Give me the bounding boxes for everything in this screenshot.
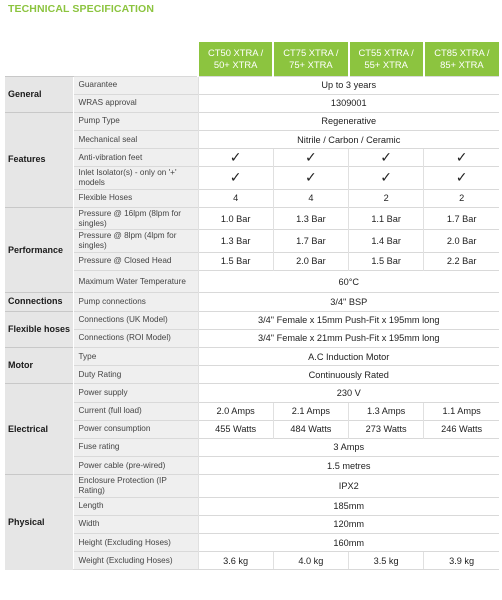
check-icon: ✓ [349,149,424,167]
row-value: 1.7 Bar [424,208,499,230]
row-value: 1.1 Bar [349,208,424,230]
row-value: 3/4" Female x 15mm Push-Fit x 195mm long [198,311,499,329]
check-icon: ✓ [424,167,499,189]
group-flexible-hoses: Flexible hoses [5,311,73,347]
row-label: Maximum Water Temperature [73,270,198,292]
row-value: 2.0 Bar [424,230,499,252]
row-value: 1.3 Amps [349,402,424,420]
spec-row-duty-rating [5,366,499,384]
spec-row-connections-roi [5,329,499,347]
row-label: Connections (UK Model) [73,311,198,329]
row-value: 3.9 kg [424,552,499,570]
group-connections: Connections [5,293,73,311]
spec-row-flexible-hoses [5,189,499,207]
row-value: Nitrile / Carbon / Ceramic [198,131,499,149]
row-value: 2.2 Bar [424,252,499,270]
spec-row-power-supply [5,384,499,402]
spec-row-anti-vibration [5,149,499,167]
row-label: Fuse rating [73,438,198,456]
check-icon: ✓ [424,149,499,167]
spec-row-inlet-isolator [5,167,499,189]
row-label: Pressure @ 16lpm (8lpm for singles) [73,208,198,230]
row-value: 246 Watts [424,420,499,438]
row-label: Pressure @ 8lpm (4lpm for singles) [73,230,198,252]
row-label: Guarantee [73,76,198,94]
spec-row-max-temp [5,270,499,292]
header-blank [5,42,73,76]
spec-row-mech-seal [5,131,499,149]
group-motor: Motor [5,347,73,383]
model-header-row [5,42,499,76]
spec-row-pressure-closed [5,252,499,270]
spec-row-height [5,534,499,552]
row-label: Height (Excluding Hoses) [73,534,198,552]
row-label: Power consumption [73,420,198,438]
row-value: 2 [349,189,424,207]
row-value: Up to 3 years [198,76,499,94]
model-header: CT75 XTRA / 75+ XTRA [273,42,348,76]
check-icon: ✓ [198,149,273,167]
spec-row-pressure-8 [5,230,499,252]
spec-row-current [5,402,499,420]
group-performance: Performance [5,208,73,293]
row-label: Width [73,515,198,533]
row-value: 3/4" BSP [198,293,499,311]
spec-row-enclosure [5,475,499,497]
spec-row-power-consumption [5,420,499,438]
row-value: 455 Watts [198,420,273,438]
row-label: Connections (ROI Model) [73,329,198,347]
spec-row-wras [5,94,499,112]
header-blank [73,42,198,76]
row-value: 2.1 Amps [273,402,348,420]
group-electrical: Electrical [5,384,73,475]
spec-table [5,42,499,570]
row-value: 1.0 Bar [198,208,273,230]
row-label: Flexible Hoses [73,189,198,207]
model-header: CT85 XTRA / 85+ XTRA [424,42,499,76]
row-label: Power cable (pre-wired) [73,457,198,475]
spec-row-power-cable [5,457,499,475]
row-value: 2.0 Bar [273,252,348,270]
row-label: Pump connections [73,293,198,311]
row-value: 1.1 Amps [424,402,499,420]
row-label: Weight (Excluding Hoses) [73,552,198,570]
check-icon: ✓ [349,167,424,189]
row-label: Type [73,347,198,365]
row-label: Enclosure Protection (IP Rating) [73,475,198,497]
row-label: Pump Type [73,112,198,130]
row-value: 120mm [198,515,499,533]
row-value: 2.0 Amps [198,402,273,420]
row-value: 1309001 [198,94,499,112]
row-value: A.C Induction Motor [198,347,499,365]
row-value: 3.5 kg [349,552,424,570]
row-label: Mechanical seal [73,131,198,149]
row-value: 484 Watts [273,420,348,438]
row-label: Current (full load) [73,402,198,420]
model-header: CT50 XTRA / 50+ XTRA [198,42,273,76]
spec-row-width [5,515,499,533]
row-label: Length [73,497,198,515]
row-value: Regenerative [198,112,499,130]
spec-row-pressure-16 [5,208,499,230]
row-value: 2 [424,189,499,207]
row-value: IPX2 [198,475,499,497]
spec-row-fuse-rating [5,438,499,456]
row-value: 273 Watts [349,420,424,438]
row-value: 3 Amps [198,438,499,456]
spec-row-weight [5,552,499,570]
check-icon: ✓ [198,167,273,189]
model-header: CT55 XTRA / 55+ XTRA [349,42,424,76]
row-value: 230 V [198,384,499,402]
spec-row-pump-connections [5,293,499,311]
row-value: 1.5 Bar [349,252,424,270]
row-value: 1.3 Bar [198,230,273,252]
row-value: 1.7 Bar [273,230,348,252]
row-label: Anti-vibration feet [73,149,198,167]
group-general: General [5,76,73,112]
row-value: Continuously Rated [198,366,499,384]
row-value: 3/4" Female x 21mm Push-Fit x 195mm long [198,329,499,347]
row-value: 160mm [198,534,499,552]
row-value: 1.5 Bar [198,252,273,270]
row-value: 1.5 metres [198,457,499,475]
spec-row-connections-uk [5,311,499,329]
row-label: Pressure @ Closed Head [73,252,198,270]
check-icon: ✓ [273,167,348,189]
row-value: 60°C [198,270,499,292]
spec-row-guarantee [5,76,499,94]
check-icon: ✓ [273,149,348,167]
group-features: Features [5,112,73,207]
row-value: 4 [198,189,273,207]
spec-row-motor-type [5,347,499,365]
row-value: 3.6 kg [198,552,273,570]
row-value: 1.3 Bar [273,208,348,230]
group-physical: Physical [5,475,73,570]
row-value: 4.0 kg [273,552,348,570]
row-value: 1.4 Bar [349,230,424,252]
row-label: Power supply [73,384,198,402]
row-value: 185mm [198,497,499,515]
row-label: WRAS approval [73,94,198,112]
spec-row-pump-type [5,112,499,130]
page-title: TECHNICAL SPECIFICATION [8,3,154,15]
spec-row-length [5,497,499,515]
row-label: Duty Rating [73,366,198,384]
row-value: 4 [273,189,348,207]
row-label: Inlet Isolator(s) - only on '+' models [73,167,198,189]
